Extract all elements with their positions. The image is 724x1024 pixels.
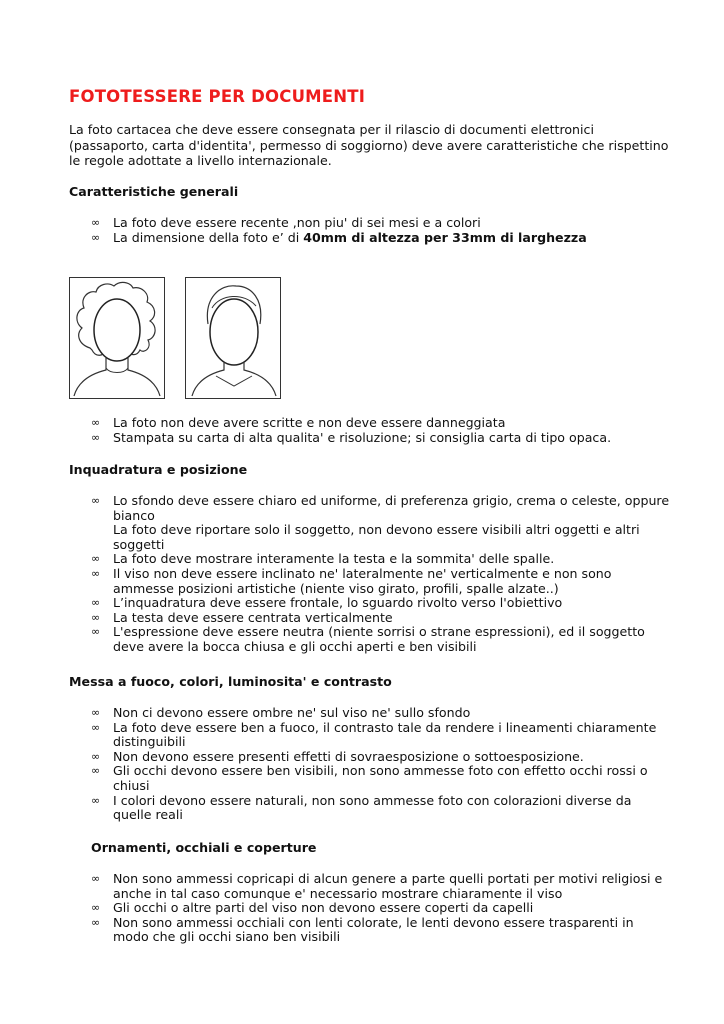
list-item xyxy=(91,494,671,523)
heading-general: Caratteristiche generali xyxy=(69,184,239,199)
bullet-icon: ∞ xyxy=(91,872,101,885)
list-item-text: Non sono ammessi occhiali con lenti colorate, le lenti devono essere trasparenti in modo che gli occhi siano ben visibili xyxy=(113,914,634,945)
list-item-text: L'espressione deve essere neutra (niente sorrisi o strane espressioni), ed il soggetto deve avere la bocca chiusa e gli occhi aperti e ben visibili xyxy=(113,624,645,654)
curly-hair-portrait-icon xyxy=(69,277,165,399)
list-item xyxy=(91,552,671,567)
list-item-text: La foto deve mostrare interamente la testa e la sommita' delle spalle. xyxy=(113,551,555,567)
heading-ornaments: Ornamenti, occhiali e coperture xyxy=(91,840,317,855)
list-item xyxy=(91,794,671,823)
bullet-icon: ∞ xyxy=(91,416,101,429)
bullet-icon: ∞ xyxy=(91,566,101,580)
list-general-b xyxy=(91,416,671,445)
list-focus xyxy=(91,706,671,823)
intro-paragraph: La foto cartacea che deve essere consegnata per il rilascio di documenti elettronici (passaporto, carta d'identita', permesso di soggiorno) deve avere caratteristiche che rispettino le regole adottate a livello internazionale. xyxy=(69,122,669,168)
bullet-icon: ∞ xyxy=(91,596,101,610)
list-item-text: Stampata su carta di alta qualita' e risoluzione; si consiglia carta di tipo opaca. xyxy=(113,429,612,445)
list-ornaments xyxy=(91,872,671,945)
list-item xyxy=(91,231,671,246)
list-item xyxy=(91,901,671,916)
page-title: FOTOTESSERE PER DOCUMENTI xyxy=(69,87,366,106)
list-item-text: La testa deve essere centrata verticalmente xyxy=(113,609,393,625)
list-item-text: La foto non deve avere scritte e non deve essere danneggiata xyxy=(113,415,506,430)
bullet-icon: ∞ xyxy=(91,625,101,639)
list-framing xyxy=(91,494,671,655)
list-item xyxy=(91,431,671,446)
bullet-icon: ∞ xyxy=(91,610,101,624)
bullet-icon: ∞ xyxy=(91,793,101,807)
bullet-icon: ∞ xyxy=(91,494,101,507)
list-item xyxy=(91,872,671,901)
list-item xyxy=(91,523,671,552)
list-item xyxy=(91,567,671,596)
bullet-icon: ∞ xyxy=(91,764,101,778)
list-item xyxy=(91,611,671,626)
list-item-text: La foto deve riportare solo il soggetto, non devono essere visibili altri oggetti e altri soggetti xyxy=(113,522,640,552)
heading-framing: Inquadratura e posizione xyxy=(69,462,248,477)
list-item xyxy=(91,764,671,793)
list-item-text: La foto deve essere recente ,non piu' di sei mesi e a colori xyxy=(113,215,481,230)
list-item xyxy=(91,596,671,611)
bullet-icon: ∞ xyxy=(91,749,101,763)
short-hair-portrait-icon xyxy=(185,277,281,399)
bullet-icon: ∞ xyxy=(91,216,101,229)
list-item-text: Non ci devono essere ombre ne' sul viso ne' sullo sfondo xyxy=(113,705,471,720)
list-general-a xyxy=(91,216,671,245)
list-item-text: Gli occhi o altre parti del viso non devono essere coperti da capelli xyxy=(113,900,534,916)
bullet-icon: ∞ xyxy=(91,706,101,719)
bullet-icon: ∞ xyxy=(91,901,101,915)
list-item-text: I colori devono essere naturali, non sono ammesse foto con colorazioni diverse da quelle reali xyxy=(113,792,632,823)
list-item xyxy=(91,625,671,654)
bullet-icon: ∞ xyxy=(91,430,101,444)
list-item-text: Lo sfondo deve essere chiaro ed uniforme, di preferenza grigio, crema o celeste, oppure bianco xyxy=(113,493,670,523)
heading-focus: Messa a fuoco, colori, luminosita' e contrasto xyxy=(69,674,392,689)
bullet-icon: ∞ xyxy=(91,552,101,566)
list-item xyxy=(91,721,671,750)
list-item-text: La foto deve essere ben a fuoco, il contrasto tale da rendere i lineamenti chiaramente distinguibili xyxy=(113,719,657,750)
list-item xyxy=(91,916,671,945)
list-item-text: L’inquadratura deve essere frontale, lo sguardo rivolto verso l'obiettivo xyxy=(113,595,563,611)
list-item-text: La dimensione della foto e’ di xyxy=(113,229,304,245)
bullet-icon: ∞ xyxy=(91,915,101,929)
list-item xyxy=(91,216,671,231)
list-item xyxy=(91,416,671,431)
list-item xyxy=(91,706,671,721)
list-item-text: Gli occhi devono essere ben visibili, non sono ammesse foto con effetto occhi rossi o chiusi xyxy=(113,763,648,793)
list-item xyxy=(91,750,671,765)
bullet-icon: ∞ xyxy=(91,720,101,734)
size-spec: 40mm di altezza per 33mm di larghezza xyxy=(303,229,587,245)
list-item-text: Non devono essere presenti effetti di sovraesposizione o sottoesposizione. xyxy=(113,748,584,764)
list-item-text: Non sono ammessi copricapi di alcun genere a parte quelli portati per motivi religiosi e anche in tal caso comunque e' necessario mostrare chiaramente il viso xyxy=(113,871,663,901)
list-item-text: Il viso non deve essere inclinato ne' lateralmente ne' verticalmente e non sono ammesse posizioni artistiche (niente viso girato, profili, spalle alzate..) xyxy=(113,565,612,596)
bullet-icon: ∞ xyxy=(91,230,101,244)
